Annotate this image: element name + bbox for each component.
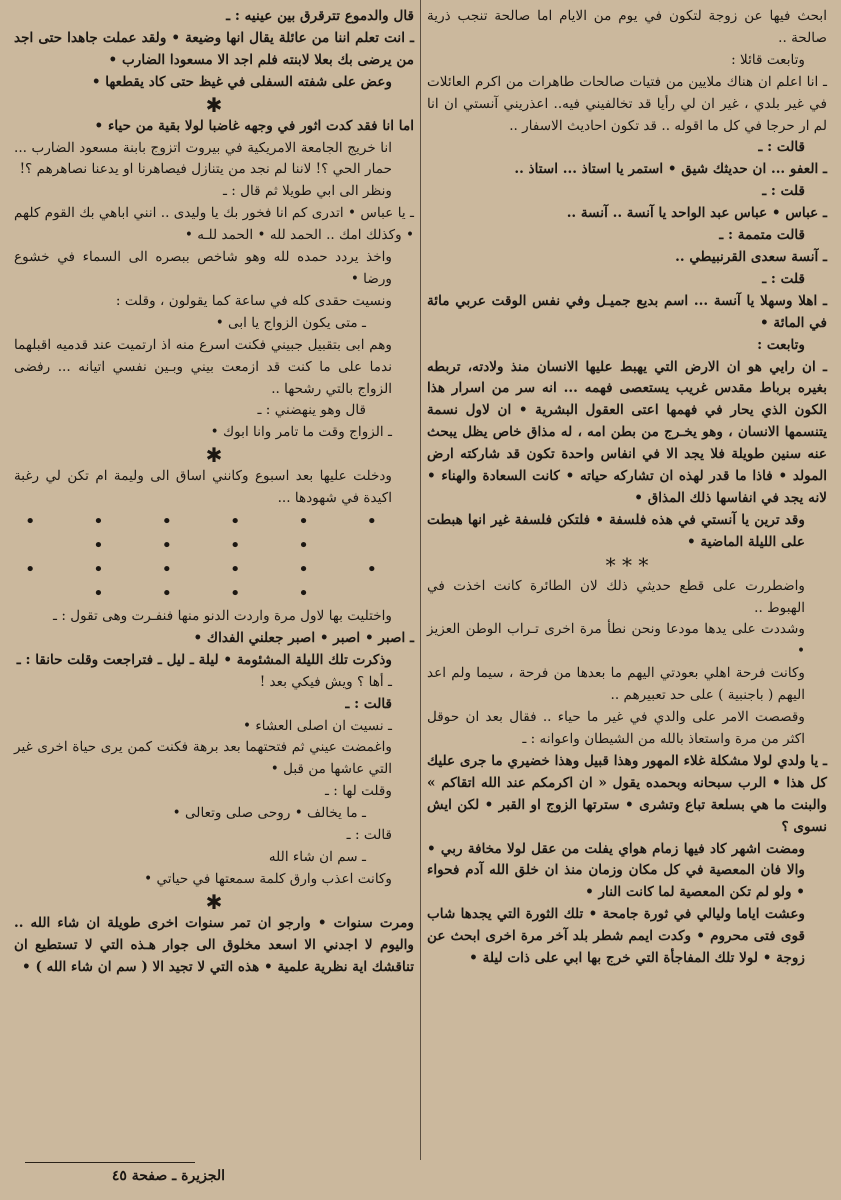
paragraph: ـ اهلا وسهلا يا آنسة ... اسم بديع جميـل وفي نفس الوقت عربي مائة في المائة • (427, 292, 827, 331)
paragraph: وقد ترين يا آنستي في هذه فلسفة • فلتكن فلسفة غير انها هبطت على الليلة الماضية • (427, 511, 805, 550)
paragraph: ومرت سنوات • وارجو ان تمر سنوات اخرى طويلة ان شاء الله .. واليوم لا اجدني الا اسعد مخلوق الى جوار هـذه التي لا تستطيع ان تناقشك اية نظرية علمية • هذه التي لا تجيد الا ( سم ان شاء الله ) • (14, 914, 414, 975)
paragraph: قالت متممة : ـ (719, 227, 805, 244)
paragraph: ـ ما يخالف • روحى صلى وتعالى • (172, 805, 366, 822)
paragraph: قال وهو ينهضني : ـ (257, 402, 366, 419)
paragraph: وهم ابى بتقبيل جبيني فكنت اسرع منه اذ ارتميت عند قدميه اقبلهما ندما على ما كنت قد ازمعت بيني وبـين نفسي اتيانه ... رفضى الزواج بالتي رشحها .. (14, 336, 392, 397)
paragraph: قالت : ـ (758, 139, 805, 156)
paragraph: واخذ يردد حمده لله وهو شاخص ببصره الى السماء في خشوع ورضا • (14, 249, 392, 287)
paragraph: ـ العفو ... ان حديثك شيق • استمر يا استاذ ... استاذ .. (514, 161, 827, 178)
paragraph: ـ اصبر • اصبر • اصبر جعلني الفداك • (193, 629, 414, 646)
paragraph: اما انا فقد كدت اثور في وجهه غاضبا لولا بقية من حياء • (94, 117, 414, 134)
paragraph: وتابعت : (757, 336, 805, 353)
paragraph: ـ يا ولدي لولا مشكلة غلاء المهور وهذا قبيل وهذا خضيري ما جرى عليك كل هذا • الرب سبحانه وبحمده يقول « ان اكرمكم عند الله اتقاكم » والبنت ما هي بسلعة تباع وتشرى • سترتها الزوج او القبر • لكن ايش نسوى ؟ (427, 752, 827, 835)
paragraph: وقلت لها : ـ (325, 783, 392, 800)
paragraph: ـ انا اعلم ان هناك ملايين من فتيات صالحات طاهرات من اكرم العائلات في غير بلدي ، غير ان لي رأيا قد تخالفيني فيه.. اعذريني آنستي ان انا لم ار حرجا في كل ما اقوله .. قد تكون احاديث الاسفار .. (427, 73, 827, 134)
ellipsis-row: • • • • • • • • • • (24, 511, 404, 557)
paragraph: ومضت اشهر كاد فيها زمام هواي يفلت من عقل لولا مخافة ربي • والا فان المعصية في كل مكان وزمان منذ ان خلق الله آدم فحواء • ولو لم تكن المعصية لما كانت النار • (427, 840, 805, 901)
paragraph: قالت : ـ (345, 695, 392, 712)
paragraph: وذكرت تلك الليلة المشئومة • ليلة ـ ليل ـ فتراجعت وقلت حانقا : ـ (16, 651, 392, 668)
section-separator: ✱ (205, 92, 223, 117)
paragraph: واضطررت على قطع حديثي ذلك لان الطائرة كانت اخذت في الهبوط .. (427, 577, 805, 616)
paragraph: ونسيت حقدى كله في ساعة كما يقولون ، وقلت : (115, 292, 392, 309)
paragraph: ودخلت عليها بعد اسبوع وكانني اساق الى وليمة ام تكن لي رغبة اكيدة في شهودها ... (14, 468, 392, 507)
paragraph: وعض على شفته السفلى في غيظ حتى كاد يقطعها • (91, 73, 392, 90)
paragraph: واغمضت عيني ثم فتحتهما بعد برهة فكنت كمن يرى حياة اخرى غير التي عاشها من قبل • (14, 739, 392, 778)
paragraph: ـ آنسة سعدى القرنبيطي .. (675, 248, 827, 265)
section-separator: * * * (605, 552, 649, 577)
section-separator: ✱ (205, 443, 223, 468)
paragraph: ابحث فيها عن زوجة لتكون في يوم من الايام اما صالحة تنجب ذرية صالحة .. (427, 8, 827, 46)
paragraph: ـ الزواج وقت ما تامر وانا ابوك • (210, 424, 392, 441)
paragraph: ـ نسيت ان اصلى العشاء • (242, 717, 392, 734)
page-footer: الجزيرة ـ صفحة ٤٥ (111, 1168, 225, 1184)
paragraph: وقصصت الامر على والدي في غير ما حياء .. فقال بعد ان حوقل اكثر من مرة واستعاذ بالله من الشيطان واعوانه : ـ (427, 709, 805, 747)
paragraph: وعشت اياما وليالي في ثورة جامحة • تلك الثورة التي يجدها شاب قوى فتى محروم • وكدت ايمم شطر بلد آخر مرة اخرى ابحث عن زوجة • لولا تلك المفاجأة التي خرج بها ابي على ذات ليلة • (427, 906, 805, 967)
paragraph: قالت : ـ (346, 827, 392, 844)
section-separator: ✱ (205, 889, 223, 914)
paragraph: ـ ان رايي هو ان الارض التي يهبط عليها الانسان منذ ولادته، تربطه بغيره برباط مقدس غريب يستعصى فهمه ... انه سر من اسرار هذا الكون الذي يحار في فهمها اعتى العقول البشرية • ان لاول نسمة يتنسمها الانسان ، وهو يخـرج من بطن امه ، له مذاق خاص يظل يبحث عنه سنين طويلة فلا يجد الا في انفاس واحدة تكون قد شاركته ارض المولد • فاذا ما قدر لهذه ان تشاركه حياته • كانت السعادة والهناء • لانه يجد في انفاسها ذلك المذاق • (427, 358, 827, 506)
paragraph: قال والدموع تترقرق بين عينيه : ـ (226, 8, 414, 24)
paragraph: وشددت على يدها مودعا ونحن نطأ مرة اخرى تـراب الوطن العزيز • (427, 621, 805, 660)
footer-rule (25, 1162, 195, 1163)
paragraph: ـ يا عباس • اتدرى كم انا فخور بك يا وليدى .. انني اباهي بك القوم كلهم • وكذلك امك .. الحمد لله • الحمد للـه • (14, 205, 414, 244)
left-column (14, 6, 414, 979)
paragraph: واختليت بها لاول مرة واردت الدنو منها فنفـرت وهى تقول : ـ (53, 608, 392, 625)
paragraph: ـ متى يكون الزواج يا ابى • (215, 314, 366, 331)
paragraph: وتابعت قائلا : (731, 51, 805, 68)
paragraph: قلت : ـ (762, 270, 805, 287)
right-column (427, 6, 827, 970)
paragraph: ـ عباس • عباس عبد الواحد يا آنسة .. آنسة .. (566, 205, 827, 222)
column-divider (420, 0, 421, 1160)
paragraph: وكانت فرحة اهلي بعودتي اليهم ما بعدها من فرحة ، سيما ولم اعد اليهم ( باجنبية ) على حد تعبيرهم .. (427, 665, 805, 704)
ellipsis-row: • • • • • • • • • • (24, 559, 404, 605)
paragraph: ـ انت تعلم اننا من عائلة يقال انها وضيعة • ولقد عملت جاهدا حتى اجد من يرضى بك بعلا لابنته فلم اجد الا مسعودا الضارب • (14, 29, 414, 68)
paragraph: ـ سم ان شاء الله (268, 849, 366, 865)
paragraph: ونظر الى ابي طويلا ثم قال : ـ (222, 183, 392, 200)
paragraph: ـ أها ؟ ويش فيكي بعد ! (259, 673, 392, 690)
paragraph: انا خريج الجامعة الامريكية في بيروت اتزوج بابنة مسعود الضارب ... حمار الحي ؟! لاننا لم نجد من يتنازل فيصاهرنا او يدعنا نصاهرهم ؟! (14, 139, 392, 178)
paragraph: وكانت اعذب وارق كلمة سمعتها في حياتي • (144, 870, 392, 887)
paragraph: قلت : ـ (762, 183, 805, 200)
